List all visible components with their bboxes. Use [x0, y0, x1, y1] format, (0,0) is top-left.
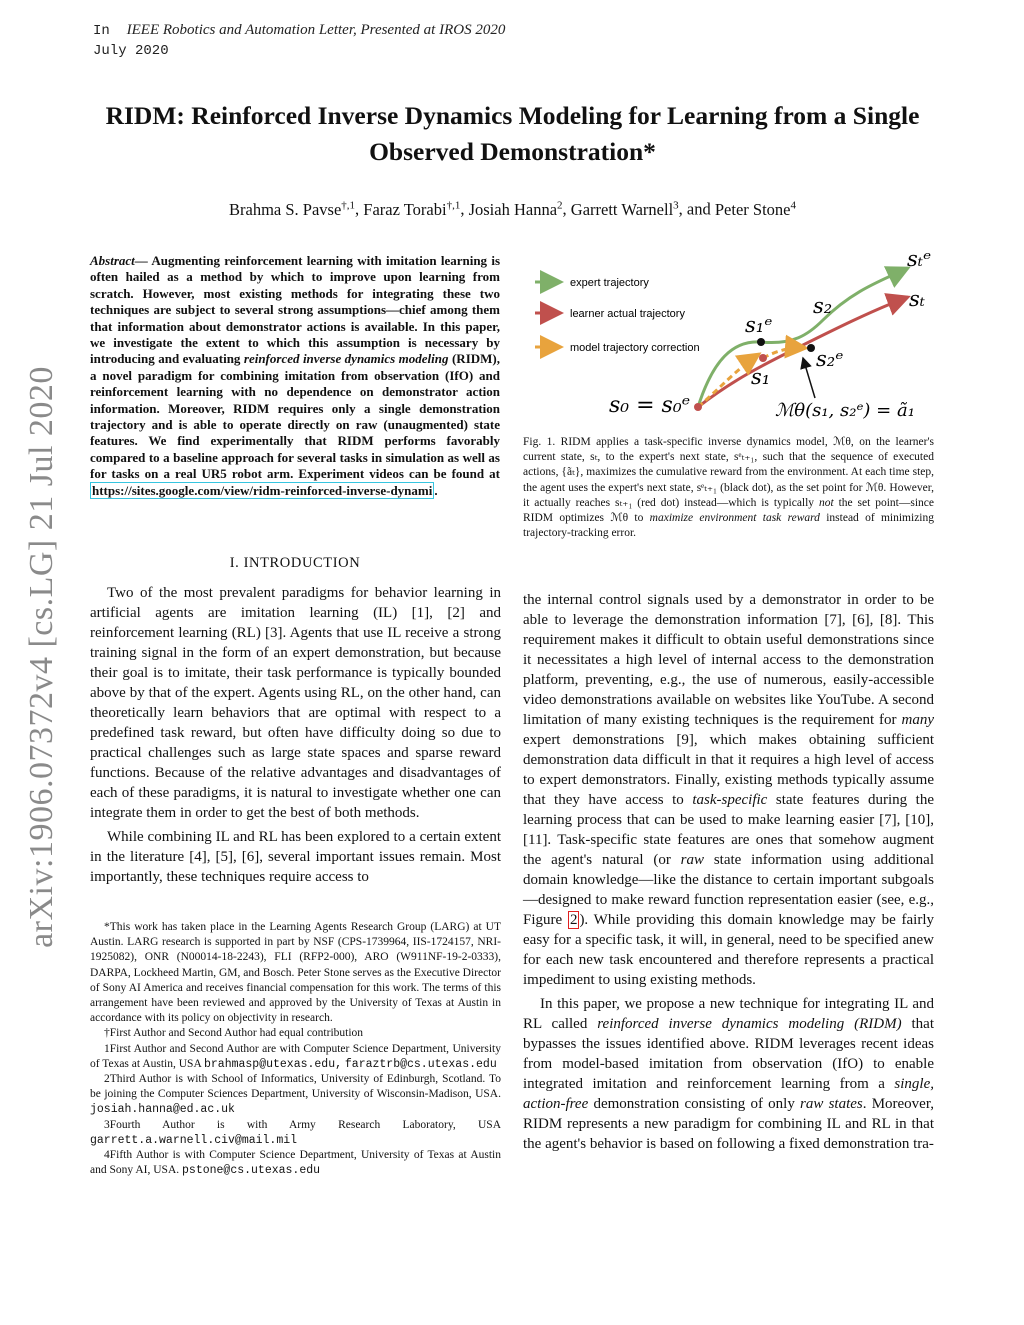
abstract: Abstract— Augmenting reinforcement learning with imitation learning is often hailed as a method by which to improve upon learning from scratch. However, most existing methods for integrating these two techniques are subject to several strong assumptions—chief among them that information about demonstrator actions is available. In this paper, we investigate the extent to which this assumption is necessary by introducing and evaluating reinforced inverse dynamics modeling (RIDM), a novel paradigm for combining imitation from observation (IfO) and reinforcement learning with no dependence on demonstrator action information. Moreover, RIDM requires only a single demonstration trajectory and is able to operate directly on raw (unaugmented) state features. We find experimentally that RIDM performs favorably compared to a baseline approach for several tasks in simulation as well as for tasks on a real UR5 robot arm. Experiment videos can be found at https://sites.google.com/view/ridm-reinforced-inverse-dynami . — [90, 253, 500, 498]
email[interactable]: brahmasp@utexas.edu, — [203, 1057, 343, 1071]
right-column-text — [523, 590, 934, 1154]
venue-name: IEEE Robotics and Automation Letter, Presented at IROS 2020 — [126, 22, 506, 38]
paragraph: In this paper, we propose a new technique for integrating IL and RL called reinforced inverse dynamics modeling (RIDM) that bypasses the issues identified above. RIDM leverages recent ideas from model-based imitation from observation (IfO) to enable integrated imitation and reinforcement learning from a single, action-free demonstration consisting of only raw states. Moreover, RIDM represents a new paradigm for combining IL and RL in that the agent's behavior is based on following a fixed demonstration tra- — [523, 996, 935, 1152]
venue-line — [93, 20, 505, 41]
footnotes — [90, 920, 501, 1178]
author-3: Josiah Hanna$^2$ — [468, 199, 563, 219]
label-s1e: s₁ᵉ — [745, 313, 773, 337]
author-4: Garrett Warnell$^3$ — [570, 199, 679, 219]
arxiv-id-text: arXiv:1906.07372v4 [cs.LG] 21 Jul 2020 — [23, 366, 60, 948]
section-heading: I. INTRODUCTION — [229, 555, 361, 571]
author-2: Faraz Torabi$^{\dagger,1}$ — [363, 199, 461, 219]
caption-label: Fig. 1. — [523, 436, 556, 448]
footnote-affiliation-3: 3Fourth Author is with Army Research Laboratory, USA garrett.a.warnell.civ@mail.mil — [90, 1118, 501, 1147]
date-line: July 2020 — [93, 43, 169, 59]
point-s2e — [807, 344, 815, 352]
project-link[interactable]: https://sites.google.com/view/ridm-reinforced-inverse-dynami — [92, 482, 433, 498]
point-s1 — [759, 354, 767, 362]
label-s2e: s₂ᵉ — [816, 347, 844, 371]
email[interactable]: pstone@cs.utexas.edu — [182, 1164, 321, 1178]
point-s0 — [694, 403, 702, 411]
email[interactable]: josiah.hanna@ed.ac.uk — [90, 1103, 235, 1117]
paper-title: RIDM: Reinforced Inverse Dynamics Modeling for Learning from a Single Observed Demonstration* — [105, 101, 920, 166]
arxiv-identifier — [2, 365, 82, 950]
paragraph: While combining IL and RL has been explored to a certain extent in the literature [4], [5], [6], several important issues remain. Most importantly, these techniques require access to — [90, 829, 501, 885]
label-s2: s₂ — [813, 294, 833, 318]
label-ste: sₜᵉ — [907, 247, 932, 271]
email[interactable]: faraztrb@cs.utexas.edu — [344, 1057, 497, 1071]
model-pointer — [803, 358, 815, 398]
footnote-affiliation-1: 1First Author and Second Author are with Computer Science Department, University of Texas at Austin, USA brahmasp@utexas.edu, faraztrb@cs.utexas.edu — [90, 1042, 501, 1071]
paragraph: the internal control signals used by a demonstrator in order to be able to leverage the demonstration information [7], [6], [8]. This requirement makes it difficult to obtain useful demonstrations since it necessitates a high level of internal access to the demonstration platform, preventing, e.g., the use of numerous, easily-accessible video demonstrations available on websites like YouTube. A second limitation of many existing techniques is the requirement for many expert demonstrations [9], which makes obtaining sufficient demonstration data difficult in that it requires a high level of access to expert demonstrators. Finally, existing methods typically assume that they have access to task-specific state features during the learning process that can be used to make learning easier [7], [10], [11]. Task-specific state features are ones that somehow augment the agent's natural (or raw state information using additional domain knowledge—like the distance to certain important subgoals—designed to make reward function representation easier (see, e.g., Figure 2 ). While providing this domain knowledge may be fairly easy for a specific task, it will, in general, need to be specified anew for each new task encountered and therefore represents a practical impediment to using existing methods. — [523, 592, 934, 988]
point-s1e — [757, 338, 765, 346]
page-header — [93, 20, 505, 61]
legend-expert-label: expert trajectory — [570, 277, 649, 289]
label-st: sₜ — [909, 287, 925, 311]
figure-caption: Fig. 1. RIDM applies a task-specific inverse dynamics model, ℳθ, on the learner's current state, sₜ, to the expert's next state, sᵉₜ₊₁, such that the sequence of executed actions, {ãₜ}, maximizes the cumulative reward from the environment. At each time step, the agent uses the expert's next state, sᵉₜ₊₁ (black dot), as the set point for ℳθ. However, it actually reaches sₜ₊₁ (red dot) instead—which is typically not the set point—since RIDM optimizes ℳθ to maximize environment task reward instead of minimizing trajectory-tracking error. — [523, 436, 935, 540]
venue-prefix: In — [93, 23, 110, 39]
footnote-funding: *This work has taken place in the Learning Agents Research Group (LARG) at UT Austin. LARG research is supported in part by NSF (CPS-1739964, IIS-1724157, NRI-1925082), ONR (N00014-18-2243), FLI (RFP2-000), ARO (W911NF-19-2-0333), DARPA, Lockheed Martin, GM, and Bosch. Peter Stone serves as the Executive Director of Sony AI America and receives financial compensation for this work. The terms of this arrangement have been reviewed and approved by the University of Texas at Austin in accordance with its policy on objectivity in research. — [90, 921, 501, 1025]
email[interactable]: garrett.a.warnell.civ@mail.mil — [90, 1133, 298, 1147]
footnote-affiliation-2: 2Third Author is with School of Informatics, University of Edinburgh, Scotland. To be joining the Computer Sciences Department, University of Wisconsin-Madison, USA. josiah.hanna@ed.ac.uk — [90, 1073, 501, 1117]
label-model: ℳθ(s₁, s₂ᵉ) = ã₁ — [775, 400, 915, 421]
author-list: Brahma S. Pavse$^{\dagger,1}$, Faraz Torabi$^{\dagger,1}$, Josiah Hanna$^2$, Garrett Warnell$^3$, and Peter Stone$^4$ — [229, 199, 796, 219]
figure-2-link[interactable]: 2 — [569, 912, 578, 928]
paragraph: Two of the most prevalent paradigms for behavior learning in artificial agents are imitation learning (IL) [1], [2] and reinforcement learning (RL) [3]. Agents that use IL receive a strong training signal in the form of an expert demonstration, but because their goal is to imitate, their task performance is typically bounded above by that of the expert. Agents using RL, on the other hand, can theoretically learn behaviors that are optimal with respect to a predefined task reward, but often have difficulty doing so due to practical challenges such as large state spaces and sparse reward functions. Because of the relative advantages and disadvantages of each of these paradigms, it is natural to investigate whether one can integrate them in order to get the best of both methods. — [90, 585, 501, 821]
label-s0: s₀ = s₀ᵉ — [609, 393, 691, 418]
intro-text — [90, 583, 501, 887]
footnote-affiliation-4: 4Fifth Author is with Computer Science Department, University of Texas at Austin and Sony AI, USA. pstone@cs.utexas.edu — [90, 1149, 501, 1178]
label-s1: s₁ — [751, 365, 771, 389]
footnote-equal-contribution: †First Author and Second Author had equal contribution — [104, 1027, 364, 1040]
legend-correction-label: model trajectory correction — [570, 342, 700, 354]
figure-1-diagram — [523, 240, 943, 430]
author-5: Peter Stone$^4$ — [714, 199, 796, 219]
author-1: Brahma S. Pavse$^{\dagger,1}$ — [229, 199, 356, 219]
legend-learner-label: learner actual trajectory — [570, 308, 685, 320]
abstract-lead: Abstract — [90, 253, 135, 268]
